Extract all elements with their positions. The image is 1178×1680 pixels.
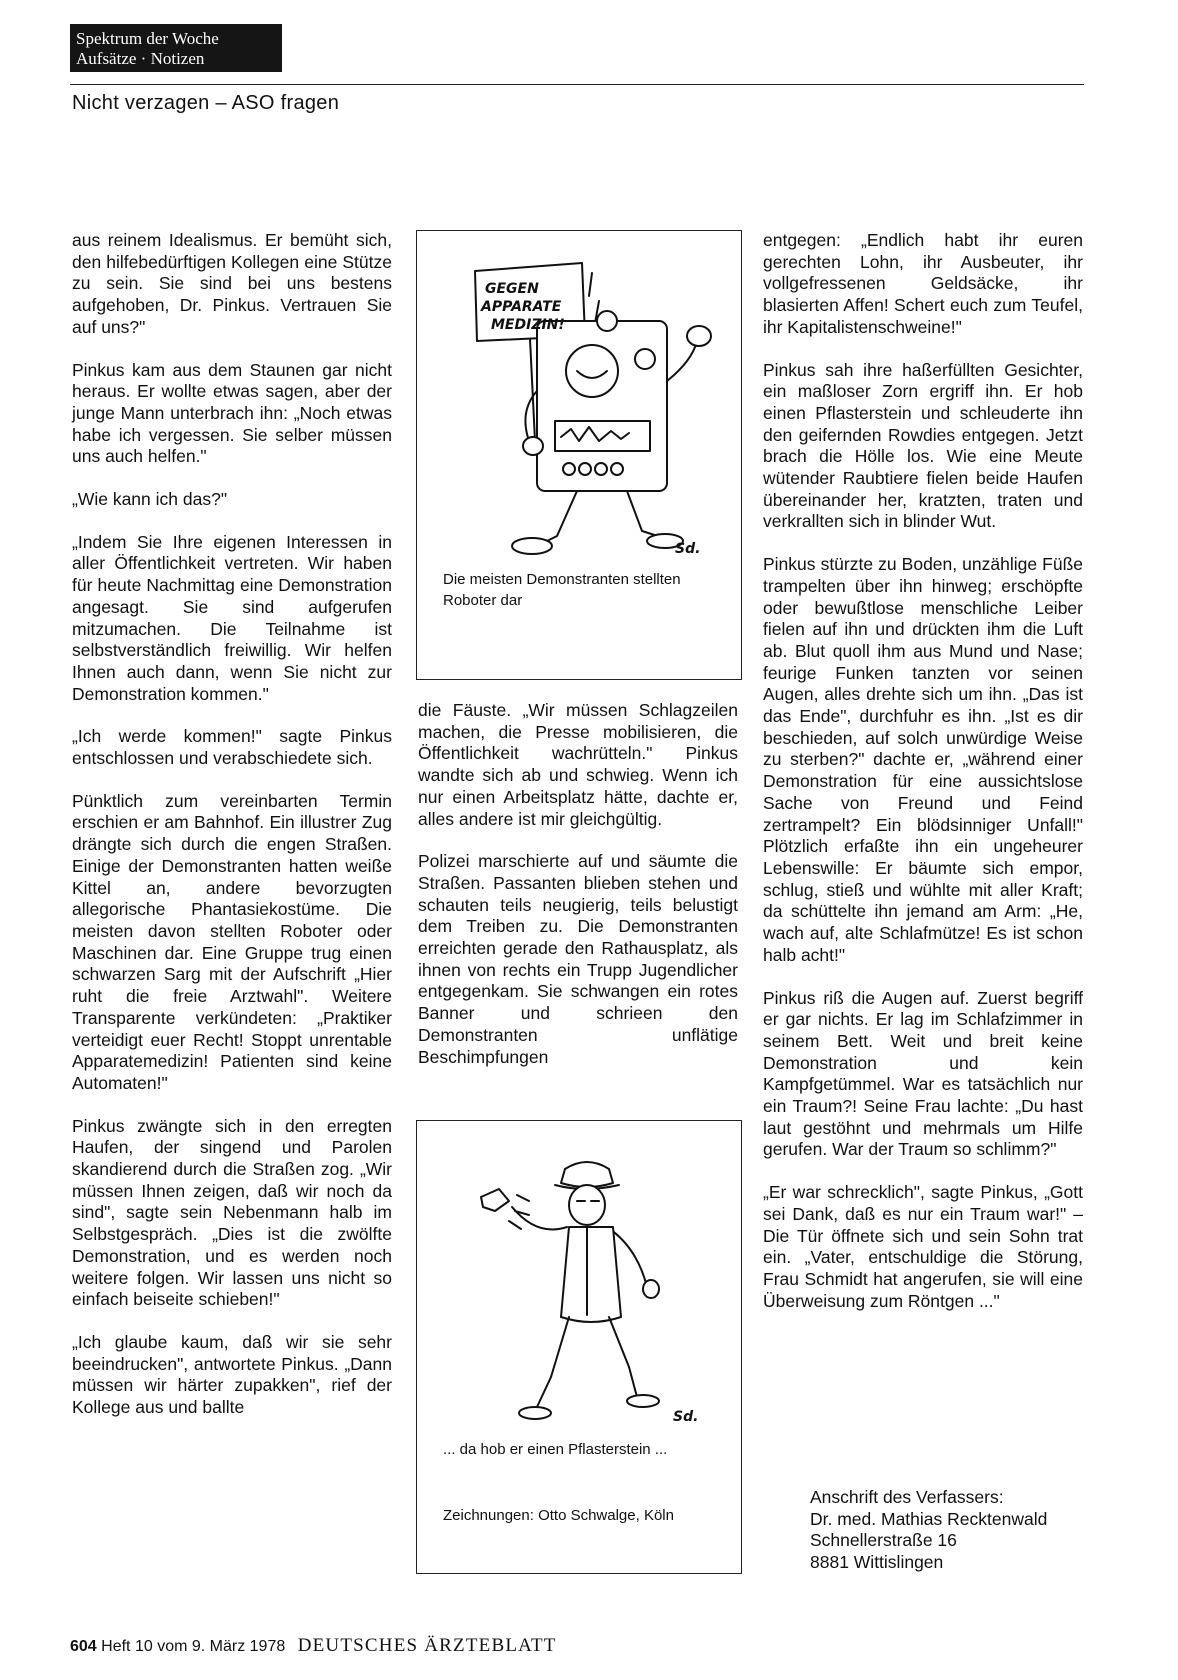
paragraph: „Ich werde kommen!" sagte Pinkus entschlossen und verabschiedete sich. (72, 726, 392, 769)
artist-signature: Sd. (673, 1409, 699, 1425)
author-street: Schnellerstraße 16 (810, 1530, 957, 1550)
illustration-credit: Zeichnungen: Otto Schwalge, Köln (443, 1507, 674, 1524)
sign-text-line1: GEGEN (485, 281, 539, 297)
paragraph: Pinkus riß die Augen auf. Zuerst begriff er gar nichts. Er lag im Schlafzimmer in seinem Bett. Weit und breit keine Demonstration und kein Kampfgetümmel. War es tatsächlich nur ein Traum?! Seine Frau lachte: „Du hast laut gestöhnt und mehrmals um Hilfe gerufen. War der Traum so schlimm?" (763, 987, 1083, 1160)
author-name: Dr. med. Mathias Recktenwald (810, 1508, 1048, 1529)
issue-info: Heft 10 vom 9. März 1978 (101, 1638, 286, 1655)
artist-signature: Sd. (675, 541, 701, 557)
paragraph: Pinkus sah ihre haßerfüllten Gesichter, ein maßloser Zorn ergriff ihn. Er hob einen Pflasterstein und schleuderte ihn den geifernden Rowdies entgegen. Jetzt brach die Hölle los. Wie eine Meute wütender Raubtiere fielen beide Haufen übereinander her, kratzten, traten und verkrallten sich in blinder Wut. (763, 359, 1083, 532)
text-column-3 (763, 230, 1083, 1333)
paragraph: Pinkus stürzte zu Boden, unzählige Füße trampelten über ihn hinweg; erschöpfte oder bewußtlose menschliche Leiber fielen auf ihn und drückten ihm die Luft ab. Blut quoll ihm aus Mund und Nase; feurige Funken tanzten vor seinen Augen, alles drehte sich um ihn. „Das ist das Ende", durchfuhr es ihn. „Ist es dir beschieden, auf solch unwürdige Weise zu sterben?" dachte er, „während einer Demonstration für eine aussichtslose Sache von Freund und Feind zertrampelt? Ein blödsinniger Unfall!" Plötzlich erfaßte ihn ein ungeheurer Lebenswille: Er bäumte sich empor, schlug, stieß und wühlte mit aller Kraft; da schüttelte ihn jemand am Arm: „He, wach auf, alte Schlafmütze! Es ist schon halb acht!" (763, 554, 1083, 965)
illustration-box-pinkus (416, 1120, 742, 1574)
author-address (810, 1487, 1047, 1573)
illustration-box-robot (416, 230, 742, 680)
section-banner (70, 24, 282, 72)
sign-text-line3: MEDIZIN! (491, 317, 565, 333)
text-column-1 (72, 230, 392, 1440)
robot-demonstrator-drawing (437, 241, 727, 571)
paragraph: Pünktlich zum vereinbarten Termin erschien er am Bahnhof. Ein illustrer Zug drängte sich durch die engen Straßen. Einige der Demonstranten hatten weiße Kittel an, andere bevorzugten allegorische Phantasiekostüme. Die meisten davon stellten Roboter oder Maschinen dar. Eine Gruppe trug einen schwarzen Sarg mit der Aufschrift „Hier ruht die freie Arztwahl". Weitere Transparente verkündeten: „Praktiker verteidigt euer Recht! Stoppt unrentable Apparatemedizin! Patienten sind keine Automaten!" (72, 790, 392, 1093)
paragraph: Polizei marschierte auf und säumte die Straßen. Passanten blieben stehen und schauten teils neugierig, teils belustigt dem Treiben zu. Die Demonstranten erreichten gerade den Rathausplatz, als ihnen von rechts ein Trupp Jugendlicher entgegenkam. Sie schwangen ein rotes Banner und schrieen den Demonstranten unflätige Beschimpfungen (418, 851, 738, 1067)
paragraph: die Fäuste. „Wir müssen Schlagzeilen machen, die Presse mobilisieren, die Öffentlichkeit wachrütteln." Pinkus wandte sich ab und schwieg. Wenn ich nur einen Arbeitsplatz hätte, dachte er, alles andere ist mir gleichgültig. (418, 700, 738, 829)
paragraph: „Indem Sie Ihre eigenen Interessen in aller Öffentlichkeit vertreten. Wir haben für heute Nachmittag eine Demonstration angesagt. Sie sind aufgerufen mitzumachen. Die Teilnahme ist selbstverständlich freiwillig. Wir helfen Ihnen auch dann, wenn Sie nicht zur Demonstration kommen." (72, 531, 392, 704)
man-throwing-stone-drawing (437, 1135, 727, 1435)
paragraph: „Ich glaube kaum, daß wir sie sehr beeindrucken", antwortete Pinkus. „Dann müssen wir härter zupakken", rief der Kollege aus und ballte (72, 1331, 392, 1418)
page-footer (70, 1635, 557, 1657)
article-kicker: Nicht verzagen – ASO fragen (72, 92, 340, 114)
author-city: 8881 Wittislingen (810, 1551, 944, 1572)
figure-caption: ... da hob er einen Pflasterstein ... (443, 1441, 668, 1458)
address-heading: Anschrift des Verfassers: (810, 1487, 1004, 1507)
section-title: Spektrum der Woche (76, 29, 219, 48)
page-number: 604 (70, 1638, 97, 1655)
section-subtitle: Aufsätze · Notizen (76, 49, 205, 68)
paragraph: „Er war schrecklich", sagte Pinkus, „Gott sei Dank, daß es nur ein Traum war!" – Die Tür öffnete sich und sein Sohn trat ein. „Vater, entschuldige die Störung, Frau Schmidt hat angerufen, sie will eine Überweisung zum Röntgen ..." (763, 1182, 1083, 1311)
header-rule (70, 84, 1084, 85)
paragraph: entgegen: „Endlich habt ihr euren gerechten Lohn, ihr Ausbeuter, ihr vollgefressenen Geldsäcke, ihr blasierten Affen! Schert euch zum Teufel, ihr Kapitalistenschweine!" (763, 230, 1083, 337)
paragraph: Pinkus zwängte sich in den erregten Haufen, der singend und Parolen skandierend durch die Straßen zog. „Wir müssen Ihnen zeigen, daß wir noch da sind", sagte sein Nebenmann halb im Selbstgespräch. „Dies ist die zwölfte Demonstration, und es werden noch weitere folgen. Wir lassen uns nicht so einfach beiseite schieben!" (72, 1115, 392, 1310)
text-column-2 (418, 700, 738, 1089)
paragraph: aus reinem Idealismus. Er bemüht sich, den hilfebedürftigen Kollegen eine Stütze zu sein. Sie sind bei uns bestens aufgehoben, Dr. Pinkus. Vertrauen Sie auf uns?" (72, 230, 392, 337)
figure-caption: Die meisten Demonstranten stellten Roboter dar (443, 571, 681, 609)
paragraph: „Wie kann ich das?" (72, 489, 228, 510)
sign-text-line2: APPARATE (481, 299, 562, 315)
magazine-title: DEUTSCHES ÄRZTEBLATT (297, 1635, 557, 1656)
paragraph: Pinkus kam aus dem Staunen gar nicht heraus. Er wollte etwas sagen, aber der junge Mann unterbrach ihn: „Noch etwas habe ich vergessen. Sie selber müssen uns auch helfen." (72, 359, 392, 467)
